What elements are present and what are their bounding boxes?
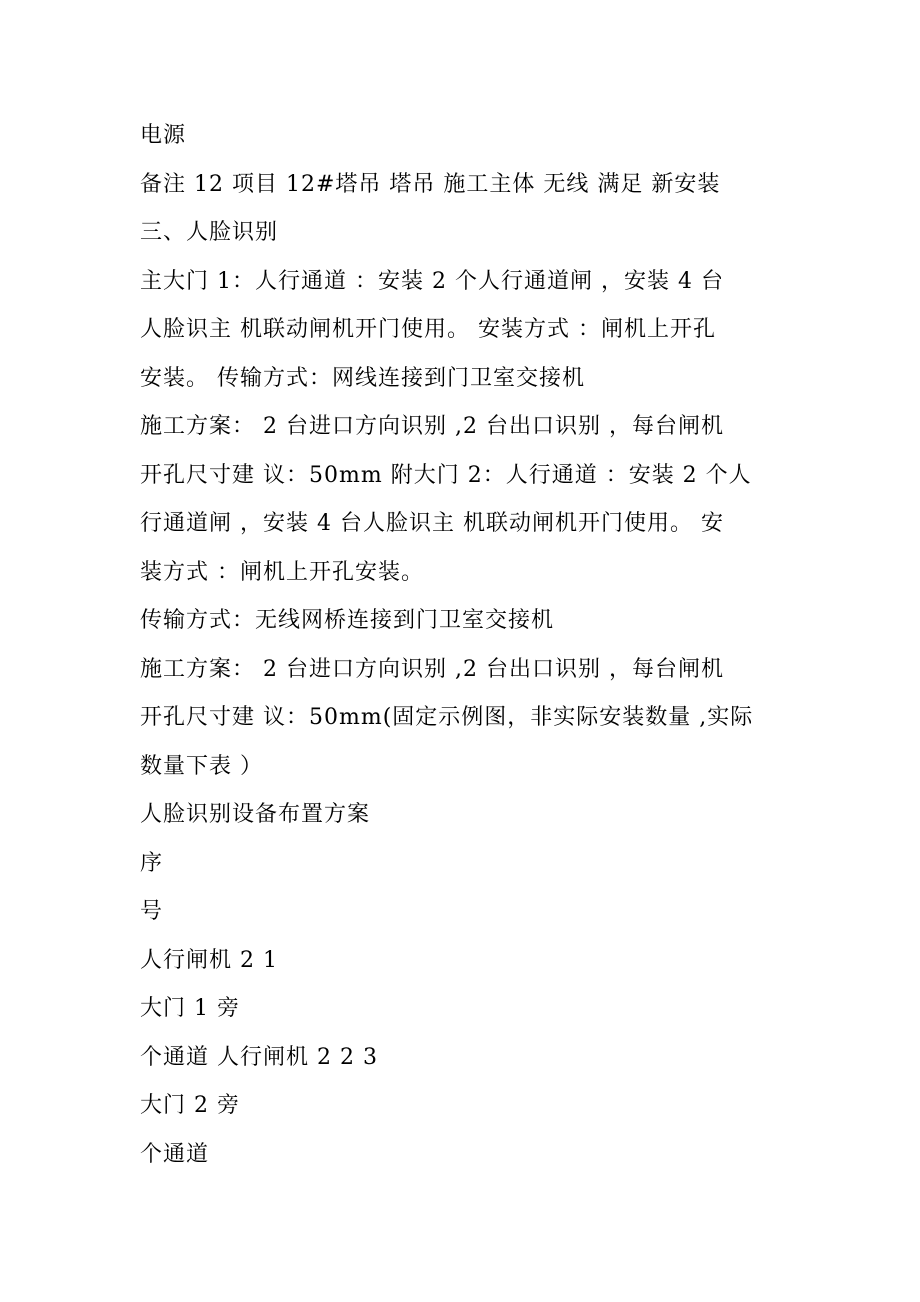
text-line: 装方式 ：闸机上开孔安装。: [140, 559, 424, 585]
table-title: 人脸识别设备布置方案: [140, 802, 371, 827]
table-text-line: 人行闸机 2 1: [140, 947, 278, 973]
text-line: 备注 12 项目 12#塔吊 塔吊 施工主体 无线 满足 新安装: [140, 171, 721, 197]
text-line: 传输方式：无线网桥连接到门卫室交接机: [140, 608, 555, 633]
text-line: 主大门 1：人行通道 ：安装 2 个人行通道闸 ，安装 4 台: [140, 268, 724, 294]
table-text-line: 序: [140, 850, 164, 876]
table-text-line: 个通道: [140, 1141, 210, 1167]
text-line: 安装。 传输方式：网线连接到门卫室交接机: [140, 365, 585, 391]
document-body: [140, 112, 785, 1179]
table-text-line: 号: [140, 899, 164, 924]
table-text-line: 个通道 人行闸机 2 2 3: [140, 1044, 378, 1070]
table-text-line: 大门 2 旁: [140, 1093, 240, 1118]
text-line: 施工方案： 2 台进口方向识别 ,2 台出口识别 ，每台闸机: [140, 414, 724, 439]
text-line: 开孔尺寸建 议：50mm(固定示例图，非实际安装数量 ,实际: [140, 705, 754, 730]
section-heading: 三、人脸识别: [140, 220, 279, 245]
text-line: 行通道闸 ，安装 4 台人脸识主 机联动闸机开门使用。 安: [140, 511, 724, 536]
text-line: 数量下表 ）: [140, 753, 263, 779]
text-line: 施工方案： 2 台进口方向识别 ,2 台出口识别 ，每台闸机: [140, 656, 724, 682]
text-line: 人脸识主 机联动闸机开门使用。 安装方式 ：闸机上开孔: [140, 317, 716, 342]
table-text-line: 大门 1 旁: [140, 996, 240, 1021]
text-line: 电源: [140, 123, 187, 148]
text-line: 开孔尺寸建 议：50mm 附大门 2：人行通道 ：安装 2 个人: [140, 462, 752, 488]
